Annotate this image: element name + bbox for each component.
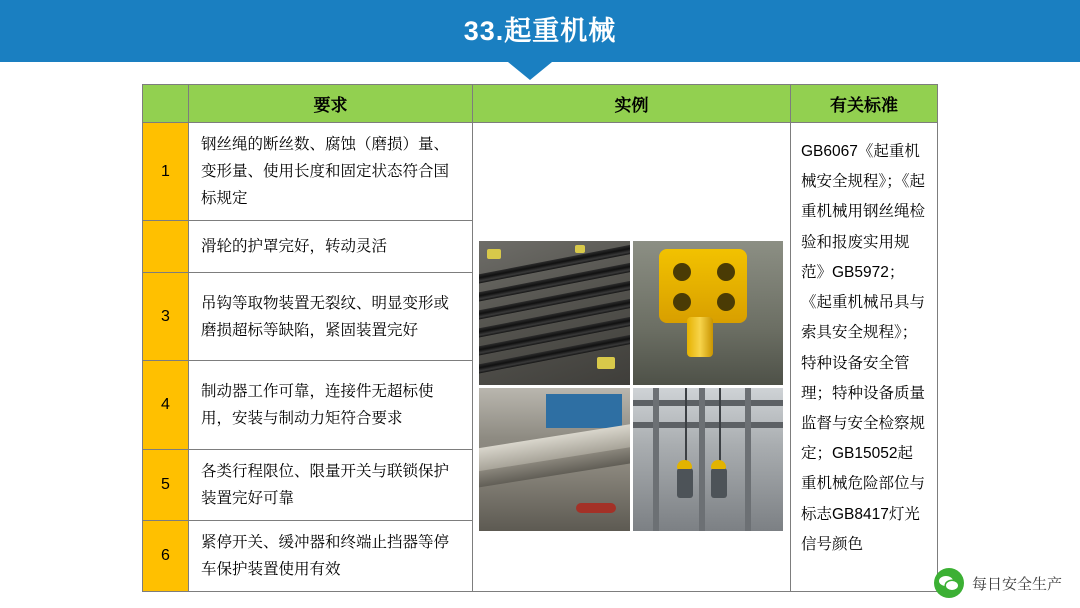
- row-requirement-text: 紧停开关、缓冲器和终端止挡器等停车保护装置使用有效: [201, 533, 450, 578]
- row-requirement-text: 滑轮的护罩完好，转动灵活: [201, 238, 388, 256]
- row-requirement-text: 制动器工作可靠，连接件无超标使用，安装与制动力矩符合要求: [201, 382, 434, 427]
- watermark: [934, 568, 1062, 598]
- girder-beam-photo: [479, 388, 630, 532]
- row-requirement-text: 钢丝绳的断丝数、腐蚀（磨损）量、变形量、使用长度和固定状态符合国标规定: [201, 136, 450, 208]
- table-row: [143, 123, 472, 221]
- standards-text: GB6067《起重机械安全规程》；《起重机械用钢丝绳检验和报废实用规范》GB5972；《起重机械吊具与索具安全规程》；特种设备安全管理；特种设备质量监督与安全检察规定；GB15052起重机械危险部位与标志GB8417灯光信号颜色: [801, 143, 926, 553]
- column-header-number: [143, 85, 189, 123]
- example-photo-grid: [479, 241, 783, 531]
- table-body: [143, 123, 937, 591]
- row-number: 4: [143, 361, 189, 448]
- row-number: [143, 221, 189, 272]
- row-requirement-text: 吊钩等取物装置无裂纹、明显变形或磨损超标等缺陷，紧固装置完好: [201, 294, 450, 339]
- requirements-table: [142, 84, 938, 592]
- table-row: [143, 521, 472, 591]
- row-number: 6: [143, 521, 189, 591]
- table-row: [143, 273, 472, 361]
- row-requirement-text: 各类行程限位、限量开关与联锁保护装置完好可靠: [201, 462, 450, 507]
- row-number: 3: [143, 273, 189, 360]
- example-column: [473, 123, 791, 591]
- wechat-icon: [934, 568, 964, 598]
- row-number: 5: [143, 450, 189, 520]
- table-row: [143, 450, 472, 521]
- column-header-example: 实例: [473, 85, 791, 123]
- watermark-label: 每日安全生产: [971, 575, 1062, 593]
- table-header-row: [143, 85, 937, 123]
- table-row: [143, 361, 472, 449]
- page-title: 33.起重机械: [463, 16, 617, 46]
- row-number: 1: [143, 123, 189, 220]
- header-arrow-icon: [508, 62, 552, 80]
- table-row: [143, 221, 472, 273]
- column-header-requirement: 要求: [189, 85, 473, 123]
- requirement-column: [143, 123, 473, 591]
- column-header-standard: 有关标准: [791, 85, 937, 123]
- crane-hook-photo: [633, 241, 784, 385]
- steel-wire-ropes-photo: [479, 241, 630, 385]
- overhead-crane-workers-photo: [633, 388, 784, 532]
